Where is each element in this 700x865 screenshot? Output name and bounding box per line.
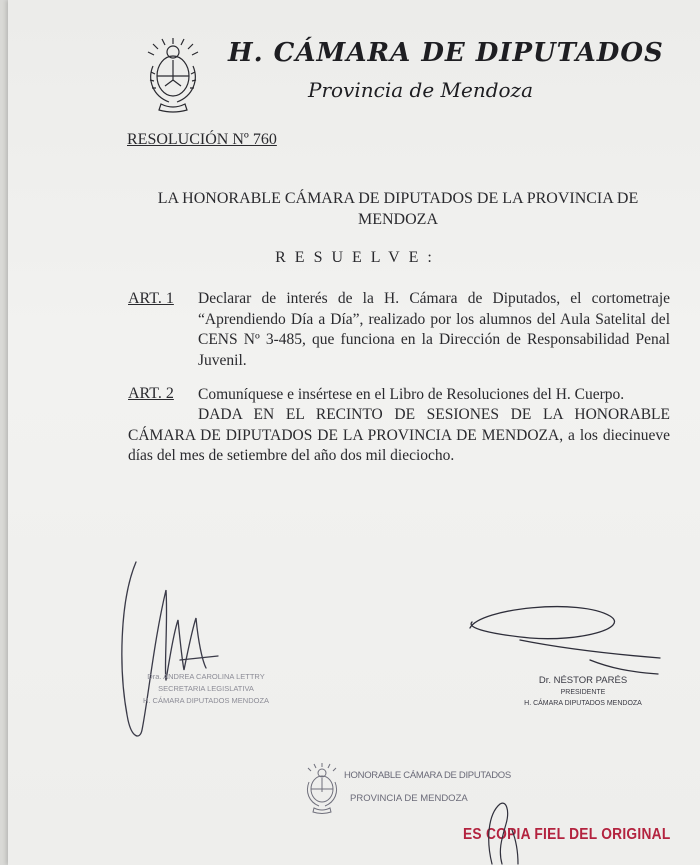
stamp-crest-icon [302, 762, 342, 814]
signer-left-name: Dra. ANDREA CAROLINA LETTRY [147, 672, 265, 681]
province-subtitle: Provincia de Mendoza [308, 78, 534, 102]
intro-line: LA HONORABLE CÁMARA DE DIPUTADOS DE LA PROVINCIA DE [157, 190, 639, 207]
resuelve-heading: RESUELVE: [275, 249, 441, 266]
certified-copy-stamp: ES COPIA FIEL DEL ORIGINAL [463, 826, 671, 843]
article-2-text: Comuníquese e insértese en el Libro de Resoluciones del H. Cuerpo. [198, 386, 625, 403]
signature-right-caption [503, 675, 663, 709]
signer-right-name: Dr. NÉSTOR PARÉS [538, 675, 628, 686]
resolution-number: RESOLUCIÓN Nº 760 [127, 131, 277, 148]
signature-left-caption [136, 671, 276, 707]
document-page [8, 0, 700, 865]
intro-line: MENDOZA [358, 211, 438, 228]
coat-of-arms-icon [143, 36, 203, 114]
closing-part2: a los diecinueve días del mes de setiembre del año dos mil dieciocho. [128, 426, 670, 464]
signer-right-role: PRESIDENTE [560, 689, 606, 696]
signature-left-scribble [108, 560, 268, 750]
chamber-title: H. CÁMARA DE DIPUTADOS [228, 38, 664, 68]
intro-heading [128, 188, 668, 230]
closing-part1: DADA EN EL RECINTO DE SESIONES DE LA HONORABLE CÁMARA DE DIPUTADOS DE LA PROVINCIA DE MENDOZA, [128, 406, 670, 444]
article-1-label: ART. 1 [128, 290, 174, 307]
closing-paragraph [128, 405, 670, 467]
signer-left-role: SECRETARIA LEGISLATIVA [158, 684, 254, 693]
signer-right-org: H. CÁMARA DIPUTADOS MENDOZA [524, 700, 642, 707]
stamp-line-2: PROVINCIA DE MENDOZA [350, 793, 468, 804]
article-1-text: Declarar de interés de la H. Cámara de Diputados, el cortometraje “Aprendiendo Día a Día”, realizado por los alumnos del Aula Satelital del CENS Nº 3-485, que funciona en la Dirección de Responsabilidad Penal Juvenil. [198, 290, 670, 369]
signature-right-scribble [460, 598, 670, 678]
copy-stamp-initials [472, 800, 542, 865]
stamp-line-1: HONORABLE CÁMARA DE DIPUTADOS [344, 770, 511, 781]
article-2-label: ART. 2 [128, 385, 174, 402]
signer-left-org: H. CÁMARA DIPUTADOS MENDOZA [142, 696, 270, 705]
